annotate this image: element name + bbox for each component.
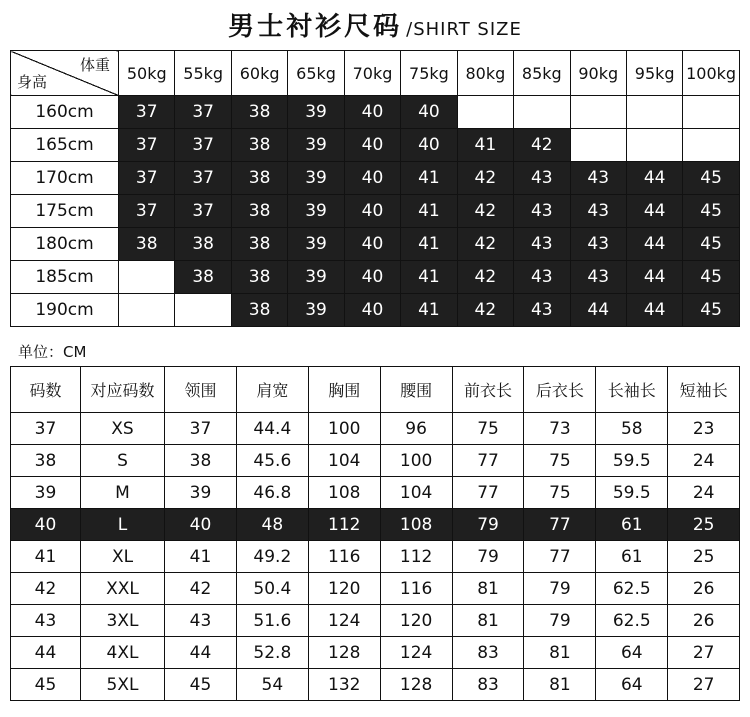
weight-header-cell: 55kg [175,51,231,96]
empty-size-cell [570,129,626,162]
measurement-cell: 120 [380,605,452,637]
height-header-cell: 185cm [11,261,119,294]
measurement-cell: 44.4 [236,413,308,445]
size-chart-row [11,294,740,327]
size-cell: 37 [119,162,175,195]
size-cell: 41 [457,129,513,162]
measurement-cell: XL [81,541,165,573]
measurement-cell: 24 [668,477,740,509]
size-cell: 43 [570,195,626,228]
measurement-cell: 104 [308,445,380,477]
size-cell: 41 [401,162,457,195]
measurement-cell: 128 [308,637,380,669]
height-header-cell: 170cm [11,162,119,195]
measurement-cell: 50.4 [236,573,308,605]
size-cell: 41 [401,228,457,261]
measurement-cell: 41 [165,541,237,573]
size-cell: 39 [288,96,344,129]
size-cell: 45 [683,228,739,261]
weight-header-cell: 95kg [626,51,682,96]
table-row [11,573,740,605]
weight-header-cell: 50kg [119,51,175,96]
size-cell: 44 [626,261,682,294]
measurement-cell: 124 [380,637,452,669]
measurement-cell: 25 [668,509,740,541]
measurement-header-cell: 码数 [11,367,81,413]
measurement-cell: 62.5 [596,573,668,605]
size-cell: 39 [288,228,344,261]
measurement-cell: 39 [11,477,81,509]
empty-size-cell [119,294,175,327]
measurement-cell: 77 [452,445,524,477]
measurement-cell: 64 [596,669,668,701]
measurement-cell: 61 [596,509,668,541]
measurement-cell: 27 [668,669,740,701]
measurement-cell: 38 [11,445,81,477]
size-cell: 43 [514,261,570,294]
size-cell: 44 [626,294,682,327]
measurement-cell: 37 [165,413,237,445]
size-cell: 38 [175,261,231,294]
size-cell: 37 [175,129,231,162]
measurement-cell: L [81,509,165,541]
title-english: /SHIRT SIZE [406,19,522,40]
measurement-cell: 40 [165,509,237,541]
size-cell: 42 [457,261,513,294]
empty-size-cell [683,129,739,162]
table-row [11,541,740,573]
measurement-header-cell: 肩宽 [236,367,308,413]
measurement-header-cell: 领围 [165,367,237,413]
size-cell: 39 [288,129,344,162]
measurement-cell: 43 [165,605,237,637]
size-cell: 38 [231,162,287,195]
size-cell: 38 [175,228,231,261]
empty-size-cell [683,96,739,129]
measurement-cell: 83 [452,669,524,701]
size-chart-row [11,96,740,129]
weight-header-cell: 85kg [514,51,570,96]
measurement-header-cell: 长袖长 [596,367,668,413]
size-cell: 39 [288,195,344,228]
measurement-cell: 61 [596,541,668,573]
height-header-cell: 190cm [11,294,119,327]
size-cell: 44 [626,162,682,195]
measurement-cell: 73 [524,413,596,445]
size-cell: 45 [683,294,739,327]
weight-header-cell: 90kg [570,51,626,96]
size-cell: 45 [683,195,739,228]
measurement-cell: 41 [11,541,81,573]
measurement-cell: XXL [81,573,165,605]
page-title [0,6,750,43]
size-cell: 45 [683,162,739,195]
size-cell: 43 [514,195,570,228]
weight-header-cell: 70kg [344,51,400,96]
measurement-cell: 45 [11,669,81,701]
table-row [11,445,740,477]
size-cell: 40 [344,195,400,228]
size-cell: 44 [626,195,682,228]
size-chart-table [10,50,740,327]
size-cell: 43 [514,294,570,327]
measurement-cell: 52.8 [236,637,308,669]
measurement-cell: 27 [668,637,740,669]
measurement-cell: 49.2 [236,541,308,573]
size-cell: 38 [231,96,287,129]
measurement-cell: 116 [308,541,380,573]
size-cell: 41 [401,261,457,294]
measurement-cell: 81 [524,669,596,701]
measurement-cell: 62.5 [596,605,668,637]
size-cell: 43 [514,162,570,195]
size-cell: 40 [401,129,457,162]
weight-header-cell: 80kg [457,51,513,96]
table-row [11,477,740,509]
measurement-header-cell: 腰围 [380,367,452,413]
size-cell: 38 [119,228,175,261]
measurement-cell: 26 [668,605,740,637]
measurement-cell: 39 [165,477,237,509]
size-chart-header-row [11,51,740,96]
measurement-cell: 81 [524,637,596,669]
size-cell: 41 [401,294,457,327]
size-cell: 37 [175,195,231,228]
size-cell: 37 [119,129,175,162]
size-cell: 42 [457,294,513,327]
measurement-cell: 108 [308,477,380,509]
empty-size-cell [514,96,570,129]
measurement-cell: 81 [452,605,524,637]
unit-label: 单位：CM [18,343,87,361]
size-cell: 40 [344,261,400,294]
height-header-cell: 180cm [11,228,119,261]
size-cell: 42 [457,162,513,195]
measurement-cell: 100 [380,445,452,477]
size-cell: 39 [288,162,344,195]
measurement-header-cell: 短袖长 [668,367,740,413]
measurement-header-row [11,367,740,413]
measurement-cell: 54 [236,669,308,701]
size-chart-row [11,195,740,228]
size-cell: 38 [231,129,287,162]
measurement-cell: 124 [308,605,380,637]
measurement-cell: 48 [236,509,308,541]
measurement-cell: 108 [380,509,452,541]
measurement-cell: M [81,477,165,509]
measurement-cell: 83 [452,637,524,669]
size-cell: 41 [401,195,457,228]
measurement-cell: 26 [668,573,740,605]
size-cell: 40 [344,162,400,195]
measurement-cell: 44 [165,637,237,669]
measurement-cell: 96 [380,413,452,445]
measurement-cell: 112 [380,541,452,573]
measurement-cell: 46.8 [236,477,308,509]
measurement-cell: 77 [524,509,596,541]
size-cell: 40 [344,129,400,162]
measurement-cell: 5XL [81,669,165,701]
measurement-cell: 25 [668,541,740,573]
weight-header-cell: 65kg [288,51,344,96]
measurement-cell: 79 [452,509,524,541]
measurement-header-cell: 后衣长 [524,367,596,413]
measurement-cell: 81 [452,573,524,605]
measurement-cell: 40 [11,509,81,541]
measurement-cell: 112 [308,509,380,541]
measurement-cell: 79 [524,573,596,605]
size-cell: 45 [683,261,739,294]
height-header-cell: 175cm [11,195,119,228]
size-cell: 37 [175,96,231,129]
measurement-cell: 120 [308,573,380,605]
size-cell: 42 [514,129,570,162]
measurement-cell: 23 [668,413,740,445]
size-chart-row [11,261,740,294]
measurement-cell: 59.5 [596,477,668,509]
size-cell: 43 [570,261,626,294]
size-cell: 40 [344,96,400,129]
measurement-cell: 75 [524,477,596,509]
highlighted-table-row [11,509,740,541]
size-cell: 44 [570,294,626,327]
size-cell: 44 [626,228,682,261]
empty-size-cell [626,129,682,162]
size-cell: 40 [344,294,400,327]
measurement-cell: 75 [452,413,524,445]
size-cell: 40 [344,228,400,261]
measurement-cell: XS [81,413,165,445]
measurement-cell: S [81,445,165,477]
measurement-cell: 38 [165,445,237,477]
size-cell: 42 [457,228,513,261]
weight-axis-label: 体重 [79,56,110,74]
weight-header-cell: 100kg [683,51,739,96]
measurement-cell: 44 [11,637,81,669]
measurement-cell: 64 [596,637,668,669]
measurement-cell: 42 [11,573,81,605]
size-chart-row [11,162,740,195]
measurement-cell: 132 [308,669,380,701]
size-cell: 38 [231,228,287,261]
measurement-cell: 58 [596,413,668,445]
measurement-cell: 75 [524,445,596,477]
measurement-header-cell: 对应码数 [81,367,165,413]
measurement-cell: 79 [452,541,524,573]
measurement-cell: 24 [668,445,740,477]
size-chart-row [11,129,740,162]
size-cell: 39 [288,261,344,294]
measurement-cell: 51.6 [236,605,308,637]
measurement-cell: 4XL [81,637,165,669]
measurement-table [10,366,740,701]
empty-size-cell [626,96,682,129]
measurement-cell: 37 [11,413,81,445]
size-cell: 37 [119,195,175,228]
measurement-cell: 128 [380,669,452,701]
weight-header-cell: 60kg [231,51,287,96]
measurement-cell: 77 [452,477,524,509]
empty-size-cell [457,96,513,129]
measurement-cell: 116 [380,573,452,605]
size-cell: 37 [119,96,175,129]
size-chart-row [11,228,740,261]
height-header-cell: 165cm [11,129,119,162]
table-row [11,413,740,445]
size-cell: 42 [457,195,513,228]
size-cell: 43 [570,162,626,195]
measurement-cell: 104 [380,477,452,509]
measurement-cell: 42 [165,573,237,605]
table-row [11,605,740,637]
measurement-cell: 3XL [81,605,165,637]
size-cell: 43 [570,228,626,261]
measurement-cell: 100 [308,413,380,445]
empty-size-cell [570,96,626,129]
height-header-cell: 160cm [11,96,119,129]
size-cell: 40 [401,96,457,129]
empty-size-cell [119,261,175,294]
size-cell: 39 [288,294,344,327]
title-chinese: 男士衬衫尺码 [228,12,403,42]
measurement-cell: 43 [11,605,81,637]
size-cell: 38 [231,195,287,228]
empty-size-cell [175,294,231,327]
measurement-cell: 45 [165,669,237,701]
measurement-header-cell: 前衣长 [452,367,524,413]
measurement-cell: 45.6 [236,445,308,477]
size-cell: 38 [231,294,287,327]
measurement-cell: 77 [524,541,596,573]
measurement-cell: 79 [524,605,596,637]
measurement-cell: 59.5 [596,445,668,477]
size-cell: 37 [175,162,231,195]
table-row [11,669,740,701]
table-row [11,637,740,669]
weight-header-cell: 75kg [401,51,457,96]
corner-cell [11,51,119,96]
size-cell: 43 [514,228,570,261]
height-axis-label: 身高 [17,73,48,91]
measurement-header-cell: 胸围 [308,367,380,413]
size-cell: 38 [231,261,287,294]
